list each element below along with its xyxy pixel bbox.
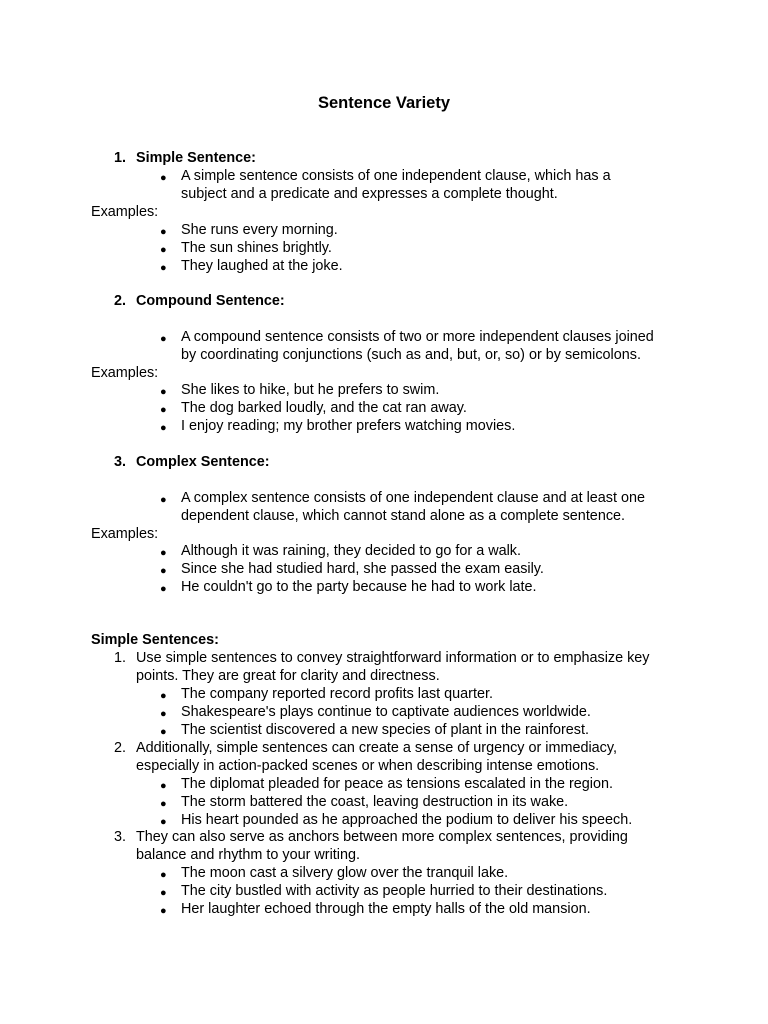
bullet-icon: ● xyxy=(160,244,167,256)
example-item: They laughed at the joke. xyxy=(181,258,343,274)
point-text: points. They are great for clarity and directness. xyxy=(136,668,440,684)
section-heading: Simple Sentences: xyxy=(91,632,219,648)
bullet-icon: ● xyxy=(160,386,167,398)
definition-line: subject and a predicate and expresses a complete thought. xyxy=(181,186,558,202)
section-number: 1. xyxy=(113,150,126,166)
definition-line: dependent clause, which cannot stand alone as a complete sentence. xyxy=(181,508,626,524)
examples-label: Examples: xyxy=(91,365,159,381)
example-item: The moon cast a silvery glow over the tranquil lake. xyxy=(181,865,509,881)
point-text: Use simple sentences to convey straightforward information or to emphasize key xyxy=(136,650,650,666)
bullet-icon: ● xyxy=(160,887,167,899)
bullet-icon: ● xyxy=(160,262,167,274)
bullet-icon: ● xyxy=(160,565,167,577)
bullet-icon: ● xyxy=(160,780,167,792)
example-item: The diplomat pleaded for peace as tensions escalated in the region. xyxy=(181,776,614,792)
section-number: 2. xyxy=(113,293,126,309)
bullet-icon: ● xyxy=(160,333,167,345)
bullet-icon: ● xyxy=(160,404,167,416)
point-text: balance and rhythm to your writing. xyxy=(136,847,360,863)
definition-line: by coordinating conjunctions (such as and, but, or, so) or by semicolons. xyxy=(181,347,641,363)
examples-label: Examples: xyxy=(91,204,159,220)
section-heading: Simple Sentence: xyxy=(136,150,256,166)
page-title: Sentence Variety xyxy=(317,94,451,112)
example-item: She runs every morning. xyxy=(181,222,338,238)
definition-line: A compound sentence consists of two or more independent clauses joined xyxy=(181,329,654,345)
bullet-icon: ● xyxy=(160,708,167,720)
bullet-icon: ● xyxy=(160,816,167,828)
bullet-icon: ● xyxy=(160,869,167,881)
example-item: The scientist discovered a new species of plant in the rainforest. xyxy=(181,722,589,738)
bullet-icon: ● xyxy=(160,547,167,559)
example-item: The city bustled with activity as people hurried to their destinations. xyxy=(181,883,608,899)
point-text: especially in action-packed scenes or when describing intense emotions. xyxy=(136,758,600,774)
example-item: She likes to hike, but he prefers to swim. xyxy=(181,382,440,398)
bullet-icon: ● xyxy=(160,798,167,810)
point-number: 1. xyxy=(113,650,126,666)
example-item: I enjoy reading; my brother prefers watching movies. xyxy=(181,418,516,434)
bullet-icon: ● xyxy=(160,172,167,184)
examples-label: Examples: xyxy=(91,526,159,542)
example-item: He couldn't go to the party because he had to work late. xyxy=(181,579,537,595)
example-item: The storm battered the coast, leaving destruction in its wake. xyxy=(181,794,569,810)
bullet-icon: ● xyxy=(160,583,167,595)
example-item: The sun shines brightly. xyxy=(181,240,332,256)
section-number: 3. xyxy=(113,454,126,470)
example-item: Her laughter echoed through the empty halls of the old mansion. xyxy=(181,901,591,917)
definition-line: A complex sentence consists of one independent clause and at least one xyxy=(181,490,646,506)
definition-line: A simple sentence consists of one independent clause, which has a xyxy=(181,168,611,184)
bullet-icon: ● xyxy=(160,226,167,238)
bullet-icon: ● xyxy=(160,726,167,738)
section-heading: Compound Sentence: xyxy=(136,293,285,309)
bullet-icon: ● xyxy=(160,690,167,702)
point-text: They can also serve as anchors between more complex sentences, providing xyxy=(136,829,628,845)
point-number: 3. xyxy=(113,829,126,845)
bullet-icon: ● xyxy=(160,905,167,917)
point-text: Additionally, simple sentences can create a sense of urgency or immediacy, xyxy=(136,740,617,756)
bullet-icon: ● xyxy=(160,422,167,434)
bullet-icon: ● xyxy=(160,494,167,506)
example-item: Since she had studied hard, she passed the exam easily. xyxy=(181,561,544,577)
example-item: Although it was raining, they decided to go for a walk. xyxy=(181,543,521,559)
point-number: 2. xyxy=(113,740,126,756)
example-item: Shakespeare's plays continue to captivate audiences worldwide. xyxy=(181,704,591,720)
example-item: His heart pounded as he approached the podium to deliver his speech. xyxy=(181,812,633,828)
section-heading: Complex Sentence: xyxy=(136,454,270,470)
example-item: The dog barked loudly, and the cat ran away. xyxy=(181,400,467,416)
example-item: The company reported record profits last quarter. xyxy=(181,686,493,702)
